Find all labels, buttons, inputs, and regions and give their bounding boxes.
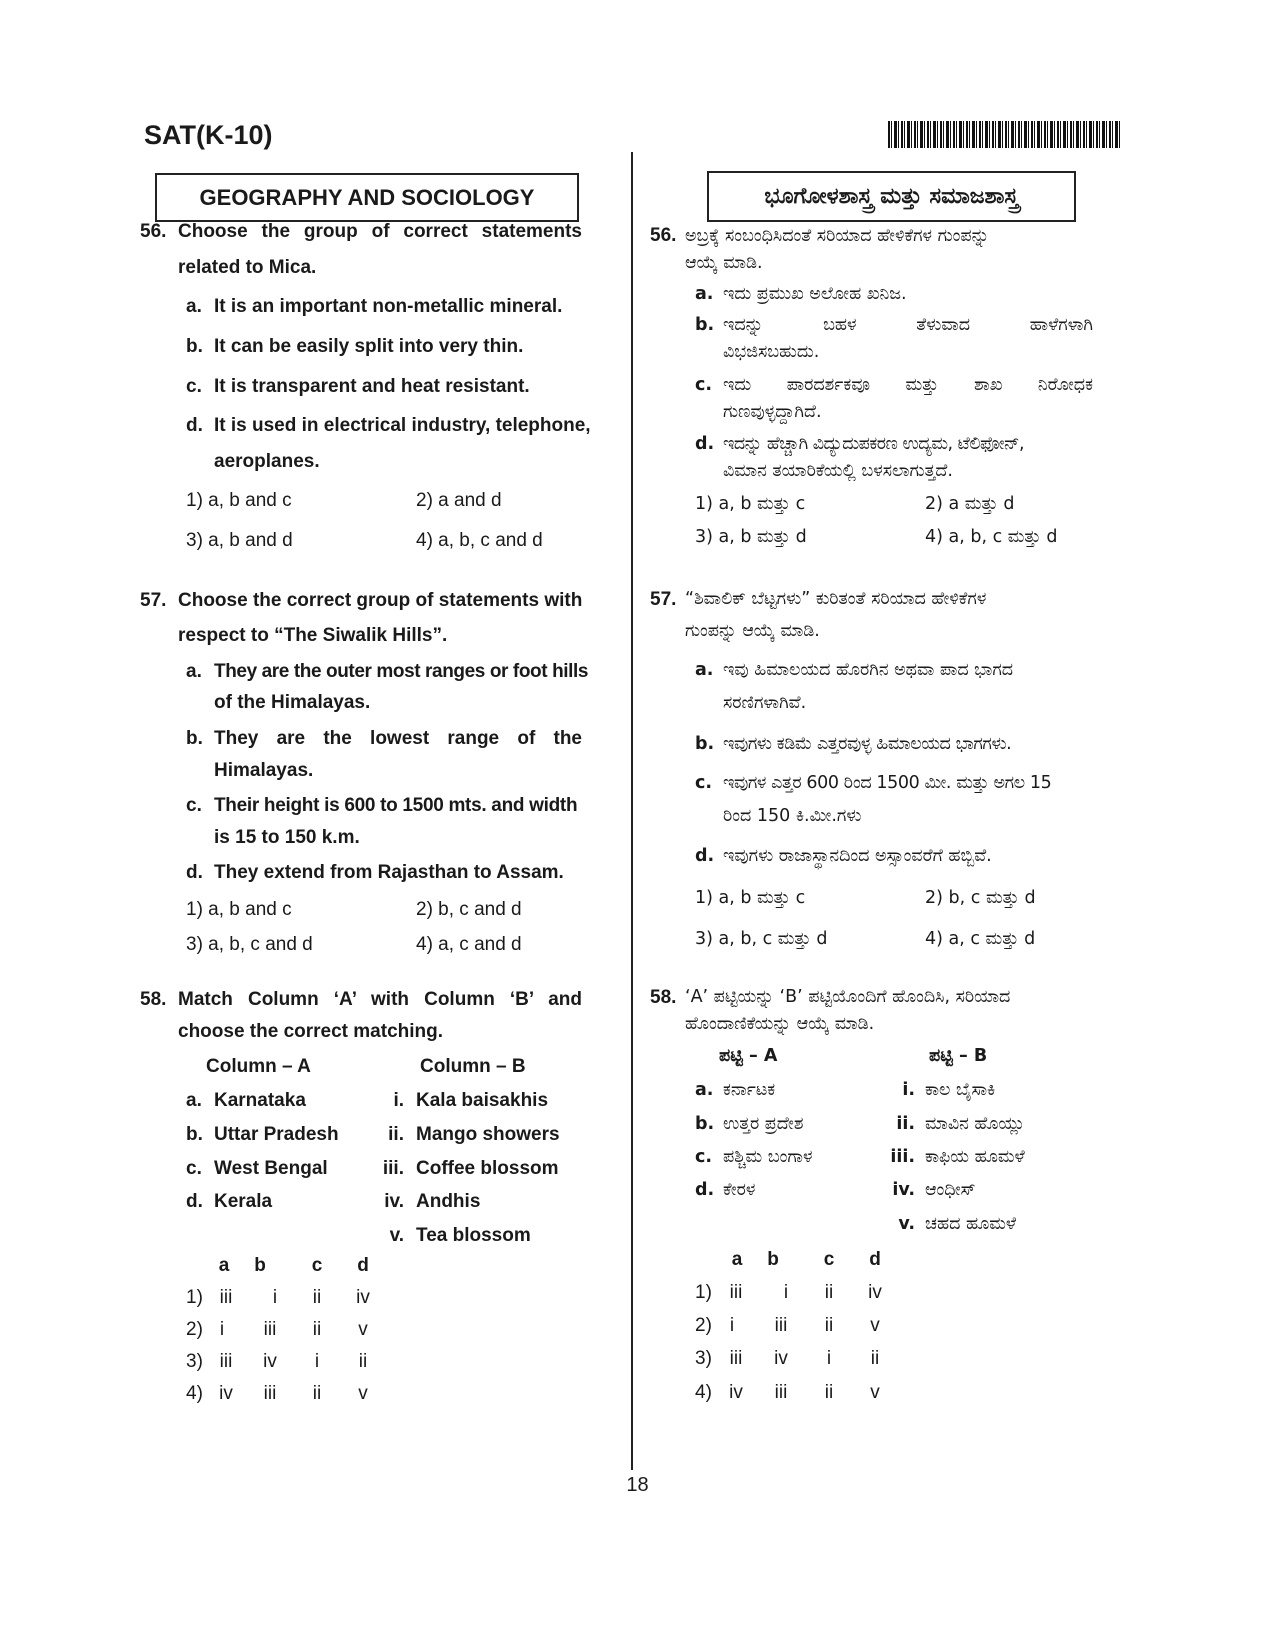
grid-row-number: 1) xyxy=(186,1287,203,1308)
column-a-label: d. xyxy=(186,1191,203,1212)
statement-text: ವಿಭಜಿಸಬಹುದು. xyxy=(723,342,820,362)
statement-label: d. xyxy=(186,862,203,883)
grid-row-number: 3) xyxy=(695,1348,712,1369)
statement-label: a. xyxy=(695,284,714,304)
option: 1) a, b and c xyxy=(186,899,292,920)
grid-row-number: 4) xyxy=(186,1383,203,1404)
statement-text: Himalayas. xyxy=(214,760,314,781)
option: 2) a ಮತ್ತು d xyxy=(925,494,1015,514)
option: 2) b, c ಮತ್ತು d xyxy=(925,888,1036,908)
statement-text: aeroplanes. xyxy=(214,451,320,472)
option: 1) a, b ಮತ್ತು c xyxy=(695,494,806,514)
statement-text: ಇವು ಹಿಮಾಲಯದ ಹೊರಗಿನ ಅಥವಾ ಪಾದ ಭಾಗದ xyxy=(723,660,1014,680)
grid-header: c xyxy=(311,1255,323,1276)
column-b-label: v. xyxy=(389,1225,404,1246)
statement-text: It is an important non-metallic mineral. xyxy=(214,296,563,317)
grid-cell: ii xyxy=(358,1351,368,1372)
option: 4) a, c ಮತ್ತು d xyxy=(925,929,1036,949)
question-text: ಗುಂಪನ್ನು ಆಯ್ಕೆ ಮಾಡಿ. xyxy=(685,621,820,641)
grid-cell: v xyxy=(870,1382,880,1403)
statement-label: c. xyxy=(186,376,202,397)
statement-text: ಸರಣಿಗಳಾಗಿವೆ. xyxy=(723,693,807,713)
column-a-item: Kerala xyxy=(214,1191,273,1212)
grid-cell: i xyxy=(272,1287,278,1308)
grid-cell: ii xyxy=(824,1282,834,1303)
grid-cell: iii xyxy=(219,1287,233,1308)
option: 3) a, b ಮತ್ತು d xyxy=(695,527,807,547)
column-b-label: iii. xyxy=(382,1158,404,1179)
question-number: 56. xyxy=(650,225,677,246)
grid-cell: iii xyxy=(219,1351,233,1372)
column-a-item: ಪಶ್ಚಿಮ ಬಂಗಾಳ xyxy=(723,1147,813,1167)
question-text: related to Mica. xyxy=(178,257,317,278)
grid-cell: iv xyxy=(356,1287,370,1308)
statement-text: They are the lowest range of the xyxy=(214,728,582,749)
question-number: 56. xyxy=(140,221,167,242)
grid-cell: ii xyxy=(870,1348,880,1369)
question-text: respect to “The Siwalik Hills”. xyxy=(178,625,448,646)
grid-cell: iv xyxy=(263,1351,277,1372)
column-divider xyxy=(631,152,633,1470)
grid-cell: v xyxy=(870,1315,880,1336)
column-a-heading: ಪಟ್ಟಿ – A xyxy=(719,1046,778,1066)
grid-header: b xyxy=(254,1255,266,1276)
grid-cell: i xyxy=(729,1315,735,1336)
statement-text: It can be easily split into very thin. xyxy=(214,336,524,357)
grid-cell: i xyxy=(314,1351,320,1372)
statement-text: is 15 to 150 k.m. xyxy=(214,827,360,848)
grid-cell: iii xyxy=(263,1319,277,1340)
column-b-label: i. xyxy=(393,1090,404,1111)
statement-text: Their height is 600 to 1500 mts. and width xyxy=(214,795,578,816)
column-b-item: Mango showers xyxy=(416,1124,560,1145)
page-number: 18 xyxy=(626,1474,649,1496)
column-b-item: Tea blossom xyxy=(416,1225,531,1246)
grid-cell: ii xyxy=(312,1319,322,1340)
statement-text: They are the outer most ranges or foot hills xyxy=(214,661,589,682)
statement-label: a. xyxy=(695,660,714,680)
statement-text: ಇವುಗಳ ಎತ್ತರ 600 ರಿಂದ 1500 ಮೀ. ಮತ್ತು ಅಗಲ 15 xyxy=(723,773,1052,793)
statement-text: ಇದು ಪ್ರಮುಖ ಅಲೋಹ ಖನಿಜ. xyxy=(723,284,907,304)
column-b-item: ಕಾಫಿಯ ಹೂಮಳೆ xyxy=(925,1147,1025,1167)
question-text: ಆಯ್ಕೆ ಮಾಡಿ. xyxy=(685,253,763,273)
grid-cell: v xyxy=(358,1319,368,1340)
statement-text: They extend from Rajasthan to Assam. xyxy=(214,862,564,883)
option: 3) a, b, c and d xyxy=(186,934,313,955)
exam-code: SAT(K-10) xyxy=(144,120,273,150)
column-a-label: a. xyxy=(695,1080,714,1100)
column-a-label: c. xyxy=(186,1158,202,1179)
grid-cell: iv xyxy=(868,1282,882,1303)
column-b-label: iv. xyxy=(892,1180,915,1200)
grid-cell: iii xyxy=(263,1383,277,1404)
column-a-item: Uttar Pradesh xyxy=(214,1124,339,1145)
statement-text: ಇದು ಪಾರದರ್ಶಕವೂ ಮತ್ತು ಶಾಖ ನಿರೋಧಕ xyxy=(723,375,1093,395)
statement-text: ಇದನ್ನು ಹೆಚ್ಚಾಗಿ ವಿದ್ಯುದುಪಕರಣ ಉದ್ಯಮ, ಟೆಲಿಫೋನ್, xyxy=(723,434,1025,454)
grid-cell: iv xyxy=(774,1348,788,1369)
grid-row-number: 4) xyxy=(695,1382,712,1403)
option: 3) a, b, c ಮತ್ತು d xyxy=(695,929,828,949)
column-a-item: ಕೇರಳ xyxy=(723,1180,756,1200)
question-text: Choose the correct group of statements with xyxy=(178,590,583,611)
statement-label: b. xyxy=(186,336,203,357)
grid-cell: iii xyxy=(774,1382,788,1403)
statement-text: ರಿಂದ 150 ಕಿ.ಮೀ.ಗಳು xyxy=(723,806,862,826)
question-number: 58. xyxy=(650,987,677,1008)
option: 1) a, b ಮತ್ತು c xyxy=(695,888,806,908)
grid-cell: iii xyxy=(774,1315,788,1336)
question-number: 58. xyxy=(140,989,167,1010)
column-b-item: Andhis xyxy=(416,1191,481,1212)
column-b-label: ii. xyxy=(896,1114,915,1134)
grid-header: a xyxy=(731,1249,743,1270)
statement-label: d. xyxy=(695,434,715,454)
barcode xyxy=(888,121,1120,148)
question-number: 57. xyxy=(140,590,167,611)
grid-row-number: 1) xyxy=(695,1282,712,1303)
statement-text: It is transparent and heat resistant. xyxy=(214,376,530,397)
column-b-heading: Column – B xyxy=(420,1056,526,1077)
statement-label: c. xyxy=(695,375,713,395)
statement-label: c. xyxy=(186,795,202,816)
statement-text: ಇವುಗಳು ಕಡಿಮೆ ಎತ್ತರವುಳ್ಳ ಹಿಮಾಲಯದ ಭಾಗಗಳು. xyxy=(723,734,1012,754)
grid-cell: ii xyxy=(824,1315,834,1336)
statement-label: a. xyxy=(186,296,202,317)
column-a-item: ಉತ್ತರ ಪ್ರದೇಶ xyxy=(723,1114,804,1134)
column-a-label: a. xyxy=(186,1090,202,1111)
column-b-item: Kala baisakhis xyxy=(416,1090,549,1111)
statement-label: d. xyxy=(695,846,715,866)
question-number: 57. xyxy=(650,589,677,610)
option: 4) a, c and d xyxy=(416,934,522,955)
question-text: choose the correct matching. xyxy=(178,1021,444,1042)
statement-text: It is used in electrical industry, telephone, xyxy=(214,415,591,436)
statement-text: ವಿಮಾನ ತಯಾರಿಕೆಯಲ್ಲಿ ಬಳಸಲಾಗುತ್ತದೆ. xyxy=(723,461,953,481)
grid-cell: iii xyxy=(729,1282,743,1303)
grid-header: c xyxy=(823,1249,835,1270)
column-b-item: Coffee blossom xyxy=(416,1158,559,1179)
column-a-label: c. xyxy=(695,1147,713,1167)
column-a-label: b. xyxy=(695,1114,715,1134)
statement-label: b. xyxy=(695,734,715,754)
column-b-item: ಚಹದ ಹೂಮಳೆ xyxy=(925,1214,1017,1234)
question-text: ಅಬ್ರಕ್ಕೆ ಸಂಬಂಧಿಸಿದಂತೆ ಸರಿಯಾದ ಹೇಳಿಕೆಗಳ ಗುಂಪನ್ನು xyxy=(685,226,990,246)
column-a-label: b. xyxy=(186,1124,203,1145)
column-b-item: ಆಂಧೀಸ್ xyxy=(925,1180,976,1200)
grid-header: d xyxy=(357,1255,369,1276)
statement-label: b. xyxy=(186,728,203,749)
grid-cell: i xyxy=(826,1348,832,1369)
statement-label: b. xyxy=(695,315,715,335)
question-text: ‘A’ ಪಟ್ಟಿಯನ್ನು ‘B’ ಪಟ್ಟಿಯೊಂದಿಗೆ ಹೊಂದಿಸಿ, ಸರಿಯಾದ xyxy=(685,987,1011,1007)
question-text: “ಶಿವಾಲಿಕ್ ಬೆಟ್ಟಗಳು” ಕುರಿತಂತೆ ಸರಿಯಾದ ಹೇಳಿಕೆಗಳ xyxy=(685,589,987,609)
grid-header: b xyxy=(767,1249,779,1270)
grid-row-number: 2) xyxy=(186,1319,203,1340)
question-text: Match Column ‘A’ with Column ‘B’ and xyxy=(178,989,582,1010)
statement-label: c. xyxy=(695,773,713,793)
column-a-item: ಕರ್ನಾಟಕ xyxy=(723,1080,776,1100)
grid-cell: iii xyxy=(729,1348,743,1369)
statement-text: ಇದನ್ನು ಬಹಳ ತೆಳುವಾದ ಹಾಳೆಗಳಾಗಿ xyxy=(723,315,1093,335)
column-a-label: d. xyxy=(695,1180,715,1200)
grid-cell: ii xyxy=(312,1383,322,1404)
grid-cell: iv xyxy=(219,1383,233,1404)
option: 4) a, b, c and d xyxy=(416,530,543,551)
column-b-item: ಮಾವಿನ ಹೊಯ್ಲು xyxy=(925,1114,1025,1134)
option: 3) a, b and d xyxy=(186,530,293,551)
statement-label: d. xyxy=(186,415,203,436)
grid-row-number: 2) xyxy=(695,1315,712,1336)
statement-label: a. xyxy=(186,661,202,682)
column-b-label: v. xyxy=(898,1214,915,1234)
statement-text: ಇವುಗಳು ರಾಜಾಸ್ಥಾನದಿಂದ ಅಸ್ಸಾಂವರೆಗೆ ಹಬ್ಬಿವೆ. xyxy=(723,846,992,866)
section-title-kn: ಭೂಗೋಳಶಾಸ್ತ್ರ ಮತ್ತು ಸಮಾಜಶಾಸ್ತ್ರ xyxy=(707,171,1076,222)
option: 4) a, b, c ಮತ್ತು d xyxy=(925,527,1058,547)
grid-cell: i xyxy=(783,1282,789,1303)
option: 2) a and d xyxy=(416,490,502,511)
question-text: ಹೊಂದಾಣಿಕೆಯನ್ನು ಆಯ್ಕೆ ಮಾಡಿ. xyxy=(685,1014,875,1034)
column-b-label: iv. xyxy=(384,1191,404,1212)
column-b-label: i. xyxy=(902,1080,915,1100)
statement-text: ಗುಣವುಳ್ಳದ್ದಾಗಿದೆ. xyxy=(723,402,822,422)
section-title-en: GEOGRAPHY AND SOCIOLOGY xyxy=(155,173,579,222)
column-b-item: ಕಾಲ ಬೈಸಾಕಿ xyxy=(925,1080,996,1100)
grid-header: a xyxy=(218,1255,230,1276)
column-b-heading: ಪಟ್ಟಿ – B xyxy=(929,1046,988,1066)
grid-cell: iv xyxy=(729,1382,743,1403)
grid-row-number: 3) xyxy=(186,1351,203,1372)
grid-cell: ii xyxy=(824,1382,834,1403)
column-a-item: Karnataka xyxy=(214,1090,306,1111)
column-a-heading: Column – A xyxy=(206,1056,311,1077)
column-b-label: iii. xyxy=(890,1147,915,1167)
option: 2) b, c and d xyxy=(416,899,522,920)
column-a-item: West Bengal xyxy=(214,1158,328,1179)
question-text: Choose the group of correct statements xyxy=(178,221,582,242)
column-b-label: ii. xyxy=(388,1124,404,1145)
option: 1) a, b and c xyxy=(186,490,292,511)
grid-cell: v xyxy=(358,1383,368,1404)
grid-cell: i xyxy=(219,1319,225,1340)
grid-cell: ii xyxy=(312,1287,322,1308)
grid-header: d xyxy=(869,1249,881,1270)
statement-text: of the Himalayas. xyxy=(214,692,371,713)
